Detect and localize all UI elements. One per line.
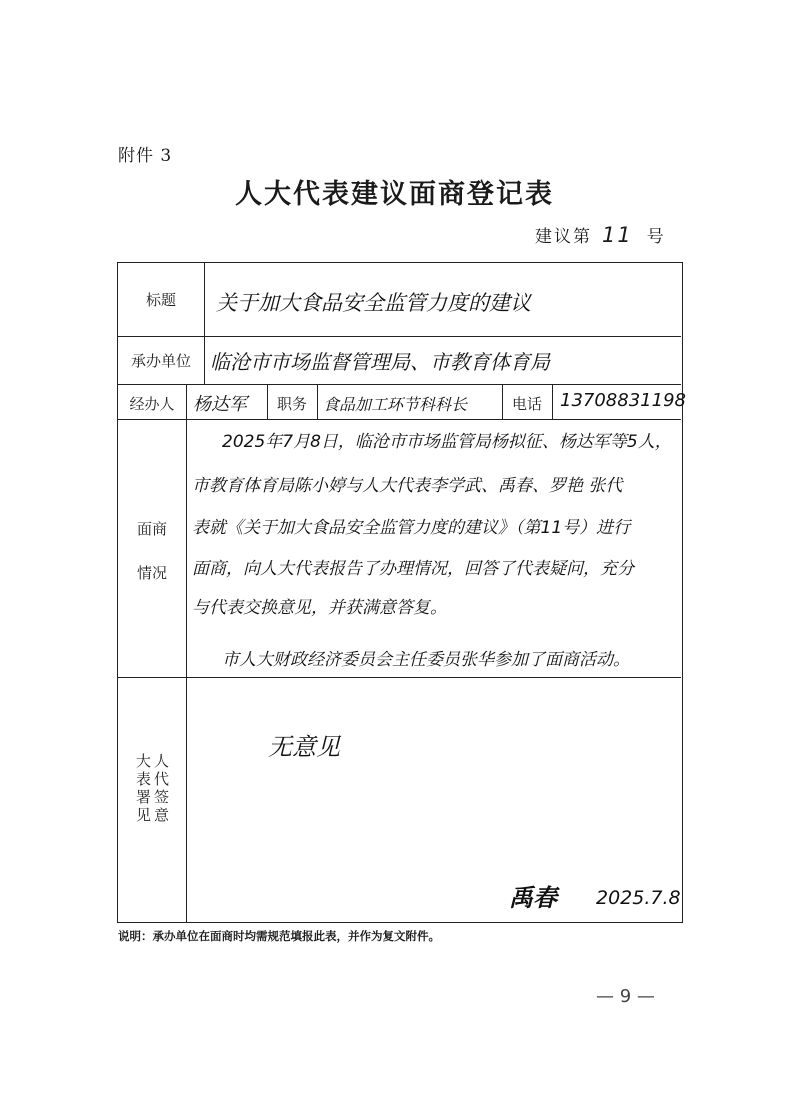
phone-label: 电话 — [511, 395, 542, 413]
meeting-line: 市教育体育局陈小婷与人大代表李学武、禹春、罗艳 张代 — [192, 476, 623, 496]
footer-note: 说明：承办单位在面商时均需规范填报此表，并作为复文附件。 — [118, 929, 440, 943]
signature-label-col1: 人代签意 — [152, 753, 170, 825]
meeting-line: 与代表交换意见，并获满意答复。 — [192, 598, 447, 618]
row-divider — [118, 419, 681, 420]
row-divider — [118, 677, 681, 678]
attachment-label: 附件 3 — [118, 146, 173, 166]
row-divider — [118, 336, 681, 337]
meeting-line: 市人大财政经济委员会主任委员张华参加了面商活动。 — [222, 650, 630, 670]
unit-value: 临沧市市场监督管理局、市教育体育局 — [210, 350, 550, 374]
signature-label-col2: 大表署见 — [134, 753, 152, 825]
handler-label: 经办人 — [129, 395, 175, 413]
meeting-line: 表就《关于加大食品安全监管力度的建议》（第11号）进行 — [192, 518, 631, 538]
phone-value: 13708831198 — [560, 390, 686, 411]
handler-value: 杨达军 — [193, 394, 247, 415]
page-number: — 9 — — [596, 986, 655, 1007]
title-value: 关于加大食品安全监管力度的建议 — [216, 291, 531, 315]
registration-form — [117, 262, 686, 923]
signer-signature: 禹春 — [509, 884, 557, 912]
suggestion-prefix: 建议第 — [535, 227, 592, 247]
title-label: 标题 — [145, 291, 176, 309]
suggestion-number — [535, 222, 666, 247]
meeting-label-1: 面商 — [136, 520, 167, 538]
suggestion-number-value: 11 — [602, 223, 633, 247]
meeting-label-2: 情况 — [136, 564, 167, 582]
meeting-line: 面商，向人大代表报告了办理情况，回答了代表疑问，充分 — [192, 559, 634, 579]
meeting-line: 2025年7月8日，临沧市市场监管局杨拟征、杨达军等5人， — [222, 432, 672, 452]
unit-label: 承办单位 — [130, 352, 191, 370]
suggestion-suffix: 号 — [646, 227, 666, 247]
position-value: 食品加工环节科科长 — [323, 395, 468, 414]
col-divider — [552, 384, 553, 419]
opinion-value: 无意见 — [268, 733, 340, 761]
col-divider — [317, 384, 318, 419]
col-divider — [186, 384, 187, 922]
page-title: 人大代表建议面商登记表 — [235, 179, 554, 210]
position-label: 职务 — [276, 395, 307, 413]
col-divider — [204, 263, 205, 384]
row-divider — [118, 384, 681, 385]
sign-date: 2025.7.8 — [596, 887, 681, 909]
